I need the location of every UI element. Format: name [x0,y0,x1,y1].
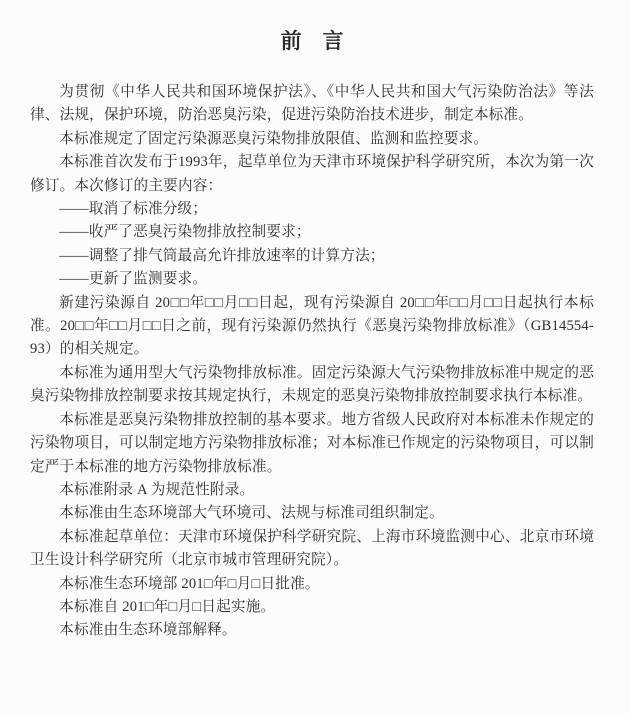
revision-item-4: ——更新了监测要求。 [59,271,208,288]
paragraph-standard-type: 本标准为通用型大气污染物排放标准。固定污染源大气污染物排放标准中规定的恶臭污染物排放控制要求按其规定执行，未规定的恶臭污染物排放控制要求执行本标准。 [30,364,594,405]
paragraph-implementation: 本标准自 201□年□月□日起实施。 [59,598,276,615]
paragraph-approval: 本标准生态环境部 201□年□月□日批准。 [59,575,320,592]
paragraph-scope: 本标准规定了固定污染源恶臭污染物排放限值、监测和监控要求。 [59,130,489,147]
paragraph-history: 本标准首次发布于1993年，起草单位为天津市环境保护科学研究所，本次为第一次修订。本次修订的主要内容： [30,154,594,194]
revision-item-1: ——取消了标准分级； [59,201,208,218]
paragraph-effective-date: 新建污染源自 20□□年□□月□□日起，现有污染源自 20□□年□□月□□日起执行本标准。20□□年□□月□□日之前，现有污染源仍然执行《恶臭污染物排放标准》（GB14554-93）的相关规定。 [30,294,594,358]
paragraph-drafters: 本标准起草单位：天津市环境保护科学研究院、上海市环境监测中心、北京市环境卫生设计科学研究所（北京市城市管理研究院）。 [30,528,594,569]
paragraph-interpretation: 本标准由生态环境部解释。 [59,622,237,639]
paragraph-basic-req: 本标准是恶臭污染物排放控制的基本要求。地方省级人民政府对本标准未作规定的污染物项目，可以制定地方污染物排放标准；对本标准已作规定的污染物项目，可以制定严于本标准的地方污染物排放标准。 [30,411,594,475]
revision-item-2: ——收严了恶臭污染物排放控制要求； [59,224,311,241]
document-body [30,81,594,643]
page-title: 前 言 [280,29,344,53]
paragraph-purpose: 为贯彻《中华人民共和国环境保护法》、《中华人民共和国大气污染防治法》等法律、法规，保护环境，防治恶臭污染，促进污染防治技术进步，制定本标准。 [30,84,594,124]
paragraph-appendix: 本标准附录 A 为规范性附录。 [59,481,255,498]
revision-item-3: ——调整了排气筒最高允许排放速率的计算方法； [59,247,385,264]
paragraph-organizer: 本标准由生态环境部大气环境司、法规与标准司组织制定。 [59,505,444,522]
